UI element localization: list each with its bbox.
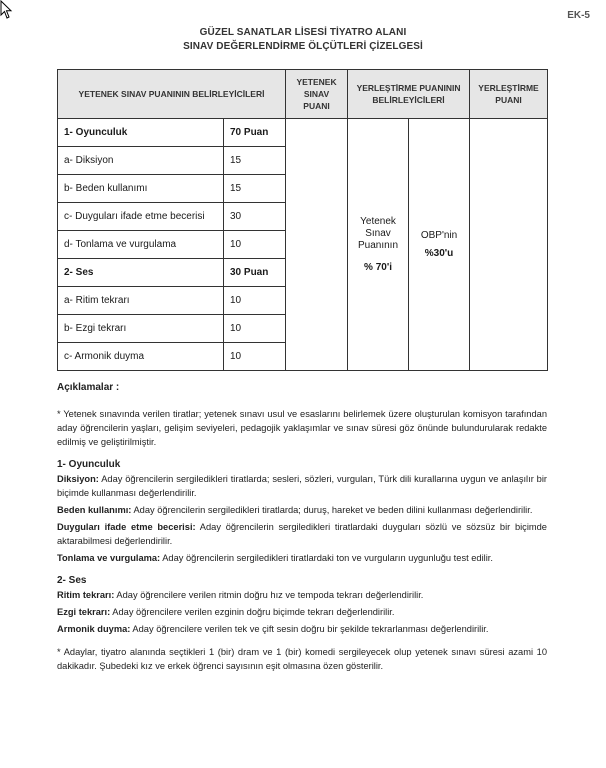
criteria-table	[57, 69, 548, 371]
note-item: Beden kullanımı: Aday öğrencilerin sergiledikleri tiratlarda; duruş, hareket ve beden dilini kullanması değerlendirilir.	[57, 505, 533, 515]
row-value: 15	[224, 147, 286, 175]
row-value: 10	[224, 315, 286, 343]
talent-percent: % 70'i	[364, 261, 392, 273]
row-value: 15	[224, 175, 286, 203]
page-code: EK-5	[567, 10, 590, 21]
note-item: Duyguları ifade etme becerisi: Aday öğrencilerin sergiledikleri tiratlardaki duyguları sözlü ve sözsüz bir biçimde aktarabilmesi değerlendirilir.	[57, 522, 547, 546]
notes-heading: Açıklamalar :	[57, 382, 120, 393]
row-label: b- Ezgi tekrarı	[58, 315, 224, 343]
row-label: d- Tonlama ve vurgulama	[58, 231, 224, 259]
header-placement-determinants: YERLEŞTİRME PUANININ BELİRLEYİCİLERİ	[348, 70, 470, 119]
row-label: b- Beden kullanımı	[58, 175, 224, 203]
row-value: 10	[224, 231, 286, 259]
obp-share-cell: OBP'nin %30'u	[409, 119, 470, 371]
row-value: 30	[224, 203, 286, 231]
page-title-line2: SINAV DEĞERLENDİRME ÖLÇÜTLERİ ÇİZELGESİ	[183, 41, 423, 52]
notes-footer: * Adaylar, tiyatro alanında seçtikleri 1 (bir) dram ve 1 (bir) komedi sergileyecek olup yetenek sınavı süresi azami 10 dakikadır. Şubedeki kız ve erkek öğrenci sayısının eşit olmasına özen gösterilir.	[57, 647, 547, 671]
row-label: c- Duyguları ifade etme becerisi	[58, 203, 224, 231]
note-item: Tonlama ve vurgulama: Aday öğrencilerin sergiledikleri tiratlardaki ton ve vurguların uygunluğu test edilir.	[57, 553, 493, 563]
note-item: Ritim tekrarı: Aday öğrencilere verilen ritmin doğru hız ve tempoda tekrarı değerlendirilir.	[57, 590, 424, 600]
section2-title: 2- Ses	[57, 575, 87, 586]
notes-section	[57, 381, 547, 673]
row-label: a- Ritim tekrarı	[58, 287, 224, 315]
header-criteria: YETENEK SINAV PUANININ BELİRLEYİCİLERİ	[58, 70, 286, 119]
note-item: Diksiyon: Aday öğrencilerin sergiledikleri tiratlarda; sesleri, sözleri, vurguları, Türk dili kurallarına uygun ve anlaşılır bir biçimde kullanması değerlendirilir.	[57, 474, 547, 498]
note-item: Armonik duyma: Aday öğrencilere verilen tek ve çift sesin doğru bir şekilde tekrarlanması değerlendirilir.	[57, 624, 489, 634]
note-item: Ezgi tekrarı: Aday öğrencilere verilen ezginin doğru biçimde tekrarı değerlendirilir.	[57, 607, 395, 617]
row-label: 1- Oyunculuk	[58, 119, 224, 147]
header-placement-score: YERLEŞTİRME PUANI	[470, 70, 548, 119]
row-value: 10	[224, 287, 286, 315]
notes-intro: * Yetenek sınavında verilen tiratlar; yetenek sınavı usul ve esaslarını belirlemek üzere oluşturulan komisyon tarafından aday öğrencilerin yaşları, gelişim seviyeleri, pedagojik yaklaşımlar ve sınav süresi göz önünde bulundurularak redakte edilmiş ve geliştirilmiştir.	[57, 409, 547, 447]
placement-score-cell	[470, 119, 548, 371]
talent-share-cell: Yetenek Sınav Puanının % 70'i	[348, 119, 409, 371]
row-value: 10	[224, 343, 286, 371]
exam-score-cell	[286, 119, 348, 371]
mouse-cursor-icon	[0, 0, 14, 20]
obp-percent: %30'u	[424, 247, 454, 259]
page-title-line1: GÜZEL SANATLAR LİSESİ TİYATRO ALANI	[199, 27, 407, 38]
row-label: 2- Ses	[58, 259, 224, 287]
section1-title: 1- Oyunculuk	[57, 459, 121, 470]
row-value: 30 Puan	[224, 259, 286, 287]
table-row	[58, 119, 548, 147]
row-value: 70 Puan	[224, 119, 286, 147]
header-exam-score: YETENEK SINAV PUANI	[286, 70, 348, 119]
row-label: c- Armonik duyma	[58, 343, 224, 371]
row-label: a- Diksiyon	[58, 147, 224, 175]
